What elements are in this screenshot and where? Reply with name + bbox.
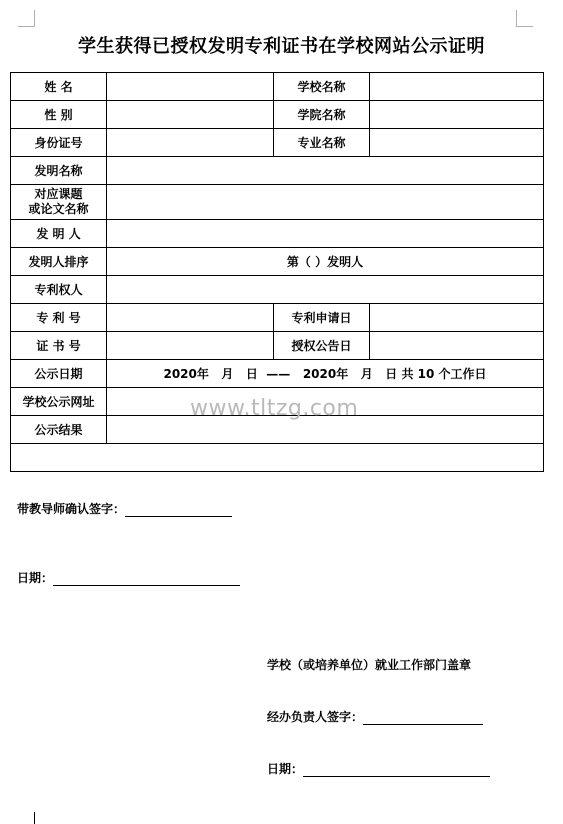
date-field-1[interactable] — [53, 571, 240, 586]
table-row — [11, 276, 544, 304]
school-label: 学校名称 — [274, 73, 370, 101]
major-value-cell[interactable] — [370, 129, 544, 157]
topic-label-line1: 对应课题 — [34, 187, 83, 201]
gender-label: 性 别 — [11, 101, 107, 129]
school-url-label: 学校公示网址 — [11, 388, 107, 416]
signature-area — [11, 444, 544, 776]
topic-value-cell[interactable] — [107, 185, 544, 220]
inventor-label: 发 明 人 — [11, 220, 107, 248]
invention-name-label: 发明名称 — [11, 157, 107, 185]
handler-sign-label: 经办负责人签字： — [267, 710, 364, 724]
seal-label: 学校（或培养单位）就业工作部门盖章 — [267, 658, 472, 672]
cert-no-label: 证 书 号 — [11, 332, 107, 360]
date-label-1: 日期： — [17, 571, 54, 585]
invention-name-value-cell[interactable] — [107, 157, 544, 185]
topic-label-line2: 或论文名称 — [28, 202, 89, 216]
school-value-cell[interactable] — [370, 73, 544, 101]
inventor-value-cell[interactable] — [107, 220, 544, 248]
patentee-value-cell[interactable] — [107, 276, 544, 304]
publicity-date-label: 公示日期 — [11, 360, 107, 388]
document-title: 学生获得已授权发明专利证书在学校网站公示证明 — [78, 36, 485, 57]
name-value-cell[interactable] — [107, 73, 274, 101]
college-value-cell[interactable] — [370, 101, 544, 129]
inventor-rank-label: 发明人排序 — [11, 248, 107, 276]
major-label: 专业名称 — [274, 129, 370, 157]
table-row — [11, 444, 544, 472]
table-row — [11, 129, 544, 157]
handler-sign-field[interactable] — [363, 710, 483, 725]
table-row — [11, 101, 544, 129]
topic-label — [11, 185, 107, 220]
table-row — [11, 304, 544, 332]
table-row — [11, 73, 544, 101]
grant-date-label: 授权公告日 — [274, 332, 370, 360]
cert-no-value-cell[interactable] — [107, 332, 274, 360]
publicity-date-range[interactable]: 2020年 月 日 —— 2020年 月 日 共 10 个工作日 — [107, 360, 544, 388]
supervisor-sign-line — [17, 500, 232, 517]
date-line-1 — [17, 569, 240, 586]
apply-date-value-cell[interactable] — [370, 304, 544, 332]
college-label: 学院名称 — [274, 101, 370, 129]
patentee-label: 专利权人 — [11, 276, 107, 304]
date-field-2[interactable] — [303, 762, 490, 777]
table-row — [11, 360, 544, 388]
watermark-text: www.tltzg.com — [190, 396, 359, 421]
gender-value-cell[interactable] — [107, 101, 274, 129]
apply-date-label: 专利申请日 — [274, 304, 370, 332]
id-number-value-cell[interactable] — [107, 129, 274, 157]
date-label-2: 日期： — [267, 762, 304, 776]
supervisor-sign-field[interactable] — [125, 502, 232, 517]
id-number-label: 身份证号 — [11, 129, 107, 157]
table-row — [11, 220, 544, 248]
patent-no-value-cell[interactable] — [107, 304, 274, 332]
table-row — [11, 185, 544, 220]
table-row — [11, 248, 544, 276]
publicity-result-label: 公示结果 — [11, 416, 107, 444]
crop-mark-top-left — [18, 10, 35, 27]
handler-sign-line — [267, 708, 483, 725]
supervisor-sign-label: 带教导师确认签字： — [17, 502, 126, 516]
crop-mark-top-right — [516, 10, 533, 27]
text-cursor — [34, 812, 35, 824]
grant-date-value-cell[interactable] — [370, 332, 544, 360]
date-line-2 — [267, 760, 490, 777]
table-row — [11, 332, 544, 360]
table-row — [11, 157, 544, 185]
inventor-rank-value[interactable]: 第（ ）发明人 — [107, 248, 544, 276]
name-label: 姓 名 — [11, 73, 107, 101]
patent-no-label: 专 利 号 — [11, 304, 107, 332]
